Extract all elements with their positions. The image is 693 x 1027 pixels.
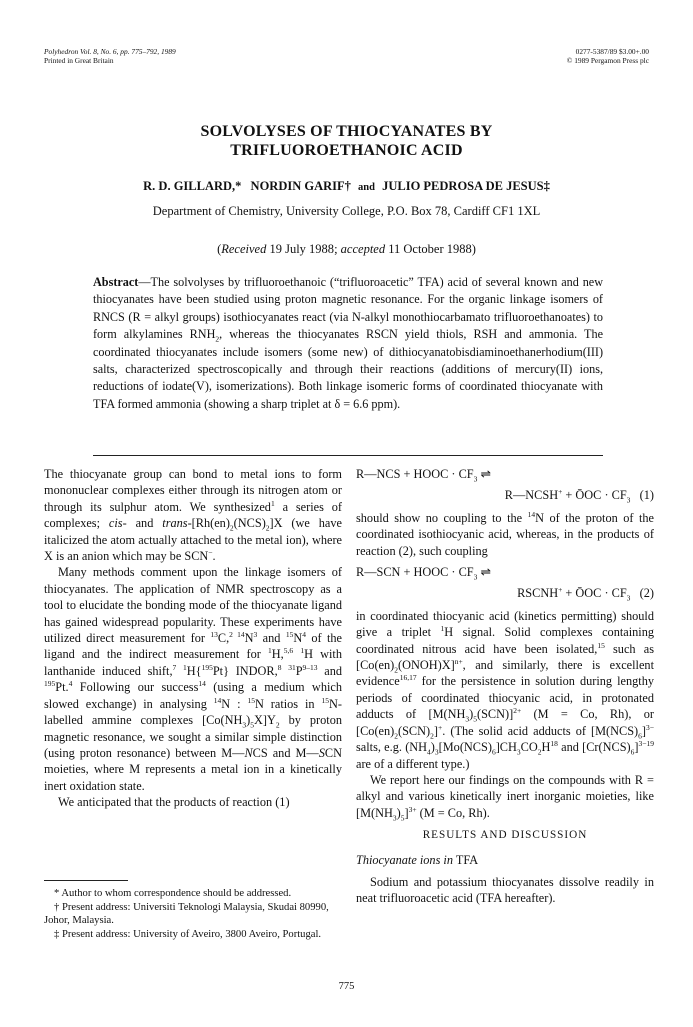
text: of the ligand and the indirect measurement for — [44, 631, 343, 662]
text: N-labelled ammine complexes [Co(NH — [44, 696, 342, 728]
text: ) — [246, 713, 251, 728]
equation-1-number: (1) — [639, 488, 654, 503]
accepted-label: accepted — [340, 242, 386, 256]
text: The thiocyanate group can bond to metal ions to form mononuclear complexes either through its nitrogen atom or through its sulphur atom. We synthesized — [44, 467, 342, 514]
sup: 15 — [321, 695, 330, 705]
text: R—NCS + HOOC · CF — [356, 467, 474, 481]
author-and: and — [358, 182, 375, 193]
sup: 195 — [44, 679, 56, 689]
text: TFA — [453, 852, 479, 867]
sub: 3 — [473, 474, 478, 484]
text: such as [Co(en) — [356, 641, 654, 673]
body-paragraph-r3 — [356, 772, 654, 821]
sub: 2 — [537, 747, 542, 757]
text: a series of complexes; — [44, 499, 342, 531]
text: CN moieties, where M represents a metal ion in a kinetically inert oxidation state. — [44, 745, 342, 793]
abstract-rule — [93, 455, 603, 456]
footnote-1: * Author to whom correspondence should be addressed. — [54, 888, 292, 899]
sub: 2 — [215, 334, 220, 344]
sup: 2 — [229, 629, 233, 639]
footnotes — [44, 887, 342, 941]
sup: 15 — [285, 629, 294, 639]
title-line-1: SOLVOLYSES OF THIOCYANATES BY — [200, 123, 493, 140]
body-paragraph-r1 — [356, 510, 654, 559]
sup: + — [558, 487, 563, 497]
text: R—SCN + HOOC · CF — [356, 565, 474, 580]
text: . (The solid acid adducts of [M(NCS) — [442, 723, 639, 738]
author-3: JULIO PEDROSA DE JESUS‡ — [382, 179, 550, 193]
sup: n+ — [454, 656, 463, 666]
text: for the persistence in solution during lengthy periods of coordinated thiocyanic acid, in protonated adducts of [M(NH — [356, 674, 654, 722]
text: are of a different type.) — [356, 756, 470, 771]
sup: 1 — [183, 662, 187, 672]
sub: 3 — [242, 720, 247, 730]
text: + ŌOC · CF — [562, 488, 627, 503]
sub: 3 — [392, 813, 397, 823]
equation-1-line-1 — [356, 466, 654, 482]
sub: 2 — [275, 720, 280, 730]
text: N of the proton of the coordinated isothiocyanic acid, whereas, in the products of reaction (2), such coupling — [356, 510, 655, 558]
sup: 14 — [213, 695, 222, 705]
text: [Rh(en) — [191, 516, 230, 531]
text — [176, 664, 183, 678]
sup: + — [437, 722, 443, 732]
text: (SCN) — [398, 723, 431, 738]
text: (M = Co, Rh), or [Co(en) — [356, 707, 654, 738]
text: H, — [271, 647, 284, 662]
equation-1-line-2 — [356, 487, 654, 503]
intro-paragraph-2 — [44, 564, 342, 794]
sub: 6 — [491, 747, 496, 757]
sub: 3 — [465, 714, 470, 724]
intro-paragraph-3: We anticipated that the products of reaction (1) — [58, 795, 290, 810]
text: ) — [469, 707, 474, 722]
author-2: NORDIN GARIF† — [250, 179, 351, 193]
text: ] — [641, 723, 647, 738]
text: N : — [221, 696, 248, 711]
sup: 15 — [597, 640, 605, 650]
title-line-2: TRIFLUOROETHANOIC ACID — [230, 142, 463, 159]
sub: 3 — [516, 747, 521, 757]
text: Pt. — [55, 680, 69, 695]
text: H — [541, 740, 551, 755]
text: ]CH — [495, 740, 517, 755]
abstract-text-2: , whereas the thiocyanates RSCN yield thiols, RSH and ammonia. The coordinated thiocyanates include isomers (some new) of dithiocyanatobisdiaminoethanerhodium(III) salts, characterized spectroscopically and through their reactions (additions of mercury(II) ions, reductions of iodate(V), isomerizations). Both linkage isomeric forms of coordinated thiocyanate with TFA formed ammonia (showing a sharp triplet at δ = 6.6 ppm). — [93, 327, 603, 411]
sup: 3− — [646, 722, 654, 732]
sub: 6 — [638, 731, 642, 741]
text: ] — [433, 723, 438, 738]
journal-header-right — [567, 47, 649, 65]
sup: 13 — [210, 629, 218, 639]
text: ) — [396, 805, 401, 820]
text: Thiocyanate ions in — [356, 852, 454, 867]
text: Pt} INDOR, — [212, 663, 278, 678]
sup: 1 — [440, 624, 445, 634]
text: and — [317, 663, 343, 678]
sup: 4 — [68, 679, 73, 689]
text: H with lanthanide induced shift, — [44, 647, 342, 678]
sup: 16,17 — [399, 673, 417, 683]
author-1: R. D. GILLARD,* — [143, 179, 242, 193]
received-label: Received — [221, 242, 267, 256]
accepted-date: 11 October 1988 — [388, 242, 472, 256]
text: (SCN)] — [476, 707, 514, 722]
sub: 2 — [265, 523, 270, 533]
equation-2-line-1 — [356, 564, 654, 580]
text: ]X (we have italicized the atom actually attached to the metal ion), where X is an anion which may be SCN — [44, 516, 342, 564]
text: X]Y — [254, 713, 276, 728]
text: cis- — [108, 516, 127, 531]
sub: 2 — [394, 665, 398, 675]
sub: 5 — [473, 714, 477, 724]
left-column — [44, 466, 342, 811]
sup: 14 — [198, 679, 206, 689]
text: CO — [520, 740, 538, 755]
abstract-text-1: —The solvolyses by trifluoroethanoic (“trifluoroacetic” TFA) acid of several known and new thiocyanates have been studied using proton magnetic resonance. For the organic linkage isomers of RNCS (R = alkyl groups) isothiocyanates react (via N-alkyl monothiocarbamato trifluoroethanoates) to form alkylamines RNH — [93, 275, 603, 342]
sup: 31 — [288, 662, 296, 672]
text: RSCNH — [517, 586, 559, 601]
sub: 4 — [427, 747, 431, 757]
received-date: 19 July 1988 — [269, 242, 335, 256]
text: in coordinated thiocyanic acid (kinetics permitting) should give a triplet — [356, 608, 654, 640]
footnote-3: ‡ Present address: University of Aveiro, 3800 Aveiro, Portugal. — [54, 928, 322, 940]
text: ] — [634, 740, 639, 755]
text: and — [126, 516, 163, 531]
author-list — [0, 179, 693, 194]
text: (ONOH)X] — [398, 658, 455, 673]
right-column — [356, 466, 654, 907]
sup: 7 — [172, 662, 177, 672]
text: ⇌ — [477, 565, 491, 580]
text: salts, e.g. (NH — [356, 740, 428, 755]
copyright: © 1989 Pergamon Press plc — [566, 56, 649, 65]
text: S — [318, 745, 325, 760]
printed-in: Printed in Great Britain — [44, 56, 114, 65]
sup: 14 — [527, 509, 536, 519]
text: ] — [404, 805, 409, 820]
text: ) — [430, 740, 435, 755]
intro-paragraph-1 — [44, 466, 342, 564]
sup: 3 — [253, 629, 258, 639]
footnote-2: † Present address: Universiti Teknologi Malaysia, Skudai 80990, Johor, Malaysia. — [44, 901, 329, 927]
sup: 18 — [550, 739, 558, 748]
text: Many methods comment upon the linkage isomers of thiocyanates. The application of NMR spectroscopy as a tool to elucidate the bonding mode of the thiocyanate ligand has gained widespread popularity. These experiments have utilized direct measurement for — [44, 565, 342, 646]
paper-title — [0, 122, 693, 160]
text: by proton magnetic resonance, we sought a similar simple distinction (using proton resonance) between M— — [44, 713, 342, 760]
text: H{ — [186, 663, 202, 678]
text: should show no coupling to the — [356, 510, 528, 525]
text: (NCS) — [233, 516, 266, 531]
affiliation: Department of Chemistry, University College, P.O. Box 78, Cardiff CF1 1XL — [152, 204, 541, 218]
sup: 8 — [277, 662, 282, 672]
text: Following our success — [72, 680, 199, 695]
footnote-rule — [44, 880, 128, 881]
abstract-label: Abstract — [93, 275, 139, 289]
text: CS and M— — [252, 745, 319, 760]
sup: − — [208, 547, 213, 557]
text: N — [293, 631, 303, 646]
sup: 1 — [300, 646, 305, 656]
sub: 6 — [630, 747, 635, 757]
sup: 1 — [268, 646, 272, 656]
sup: 5,6 — [283, 646, 294, 656]
sub: 5 — [250, 720, 254, 730]
text: ⇌ — [477, 467, 491, 481]
text: trans- — [162, 516, 192, 531]
body-paragraph-r4: Sodium and potassium thiocyanates dissolve readily in neat trifluoroacetic acid (TFA hereafter). — [356, 874, 654, 906]
sup: 3+ — [408, 804, 417, 814]
text: C, — [217, 631, 230, 646]
text: P — [295, 663, 303, 678]
section-heading: RESULTS AND DISCUSSION — [422, 829, 588, 842]
journal-header-left — [44, 47, 176, 65]
sup: 15 — [247, 695, 255, 705]
body-paragraph-r2 — [356, 608, 654, 772]
sup: 4 — [302, 629, 306, 639]
text: (using a medium which slowed exchange) in analysing — [44, 680, 342, 711]
text: N ratios in — [254, 696, 322, 711]
subsection-heading — [356, 852, 654, 868]
sub: 3 — [473, 572, 478, 582]
sup: 195 — [201, 662, 213, 672]
text: H signal. Solid complexes containing coordinated nitrous acid have been isolated, — [356, 625, 654, 656]
sub: 3 — [626, 593, 631, 603]
page-number: 775 — [338, 981, 355, 992]
journal-citation: Polyhedron Vol. 8, No. 6, pp. 775–792, 1989 — [44, 47, 176, 56]
sub: 2 — [229, 523, 234, 533]
sub: 2 — [394, 731, 398, 741]
text: . — [212, 549, 216, 564]
sup: 9–13 — [302, 662, 318, 672]
sup: 3−19 — [638, 739, 654, 748]
text: We report here our findings on the compounds with R = alkyl and various kinetically inert inorganic moieties, like [M(NH — [356, 772, 654, 820]
sup: 14 — [232, 629, 245, 639]
text: (M = Co, Rh). — [416, 805, 490, 820]
text: [Mo(NCS) — [438, 740, 492, 755]
sub: 2 — [430, 731, 434, 741]
equation-2-number: (2) — [639, 586, 654, 601]
ref: 1 — [270, 498, 275, 508]
sub: 5 — [400, 813, 405, 823]
text: and — [257, 631, 286, 646]
text: R—NCSH — [504, 488, 559, 503]
abstract — [93, 274, 603, 413]
sup: 2+ — [513, 706, 522, 716]
text: + ŌOC · CF — [562, 586, 627, 601]
text: N — [244, 745, 253, 760]
sub: 3 — [434, 747, 439, 757]
sup: + — [558, 585, 563, 595]
text: , and similarly, there is excellent evidence — [356, 658, 654, 689]
sub: 3 — [626, 495, 631, 505]
received-dates: (Received 19 July 1988; accepted 11 October 1988) — [217, 242, 476, 256]
text: and [Cr(NCS) — [557, 740, 631, 755]
issn-code: 0277-5387/89 $3.00+.00 — [575, 47, 649, 56]
text: N — [244, 631, 254, 646]
equation-2-line-2 — [356, 585, 654, 601]
